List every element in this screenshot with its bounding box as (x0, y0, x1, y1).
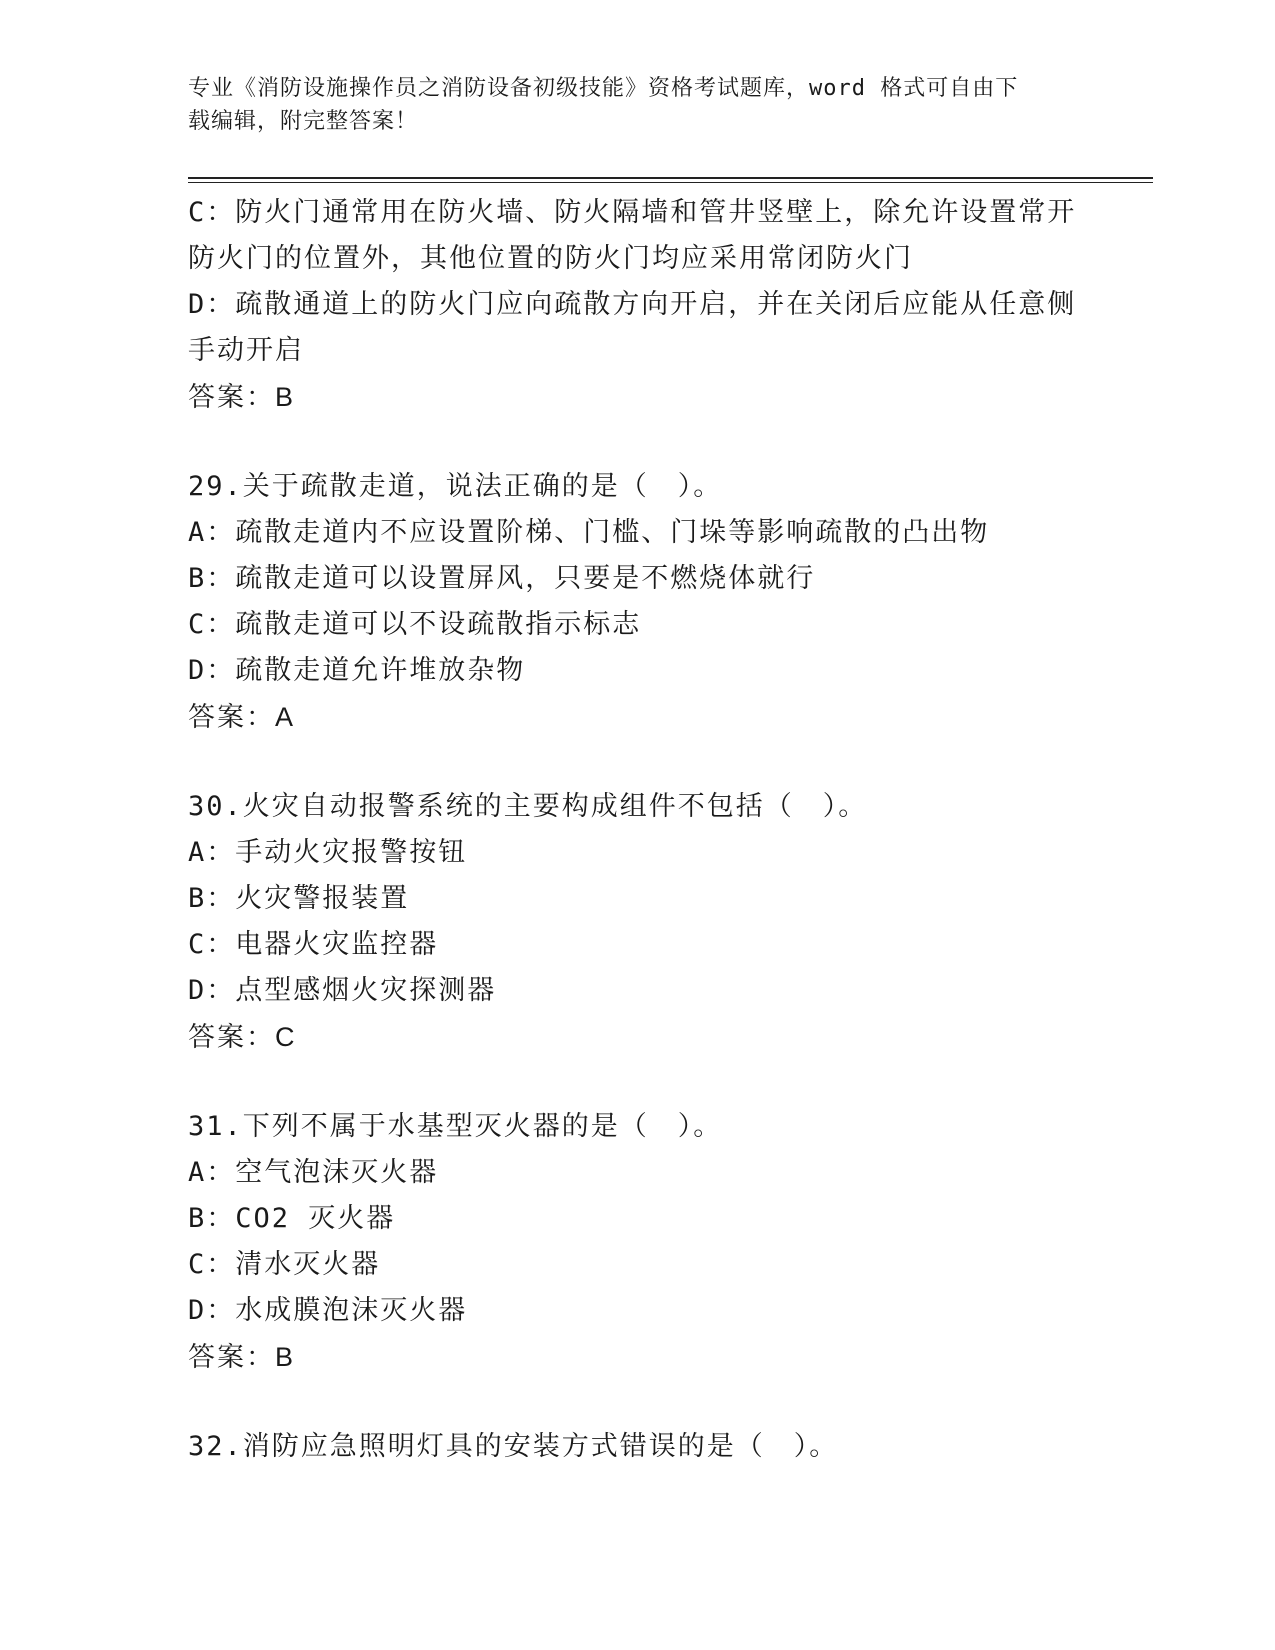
header-line-1: 专业《消防设施操作员之消防设备初级技能》资格考试题库，word 格式可自由下 (188, 76, 1019, 101)
option-c: C：清水灭火器 (188, 1249, 381, 1280)
option-d: D：疏散通道上的防火门应向疏散方向开启，并在关闭后应能从任意侧 (188, 289, 1077, 320)
option-b: B：CO2 灭火器 (188, 1203, 396, 1234)
question-30 (188, 784, 1148, 1060)
option-d: D：点型感烟火灾探测器 (188, 975, 497, 1006)
header-divider-thin (188, 182, 1153, 183)
option-c: C：疏散走道可以不设疏散指示标志 (188, 609, 642, 640)
answer: 答案：A (188, 702, 296, 732)
answer: 答案：B (188, 382, 296, 412)
question-28-continued (188, 190, 1148, 420)
option-c: C：防火门通常用在防火墙、防火隔墙和管井竖壁上，除允许设置常开 (188, 197, 1077, 228)
option-a: A：疏散走道内不应设置阶梯、门槛、门垛等影响疏散的凸出物 (188, 517, 990, 548)
spacer (188, 420, 1148, 464)
question-stem: 29.关于疏散走道，说法正确的是（ ）。 (188, 471, 723, 502)
document-header (188, 72, 1068, 138)
question-stem: 30.火灾自动报警系统的主要构成组件不包括（ ）。 (188, 791, 868, 822)
question-stem: 31.下列不属于水基型灭火器的是（ ）。 (188, 1111, 723, 1142)
option-b: B：火灾警报装置 (188, 883, 410, 914)
option-d: D：疏散走道允许堆放杂物 (188, 655, 526, 686)
answer: 答案：C (188, 1022, 297, 1052)
option-c: C：电器火灾监控器 (188, 929, 439, 960)
option-b: B：疏散走道可以设置屏风，只要是不燃烧体就行 (188, 563, 816, 594)
question-32 (188, 1424, 1148, 1470)
option-d: D：水成膜泡沫灭火器 (188, 1295, 468, 1326)
question-29 (188, 464, 1148, 740)
option-d-continued: 手动开启 (188, 335, 304, 366)
answer: 答案：B (188, 1342, 296, 1372)
question-stem: 32.消防应急照明灯具的安装方式错误的是（ ）。 (188, 1431, 839, 1462)
option-c-continued: 防火门的位置外，其他位置的防火门均应采用常闭防火门 (188, 243, 913, 274)
document-body (188, 190, 1148, 1470)
header-divider-thick (188, 177, 1153, 179)
spacer (188, 1060, 1148, 1104)
spacer (188, 740, 1148, 784)
spacer (188, 1380, 1148, 1424)
option-a: A：空气泡沫灭火器 (188, 1157, 439, 1188)
header-line-2: 载编辑，附完整答案！ (188, 109, 419, 134)
option-a: A：手动火灾报警按钮 (188, 837, 468, 868)
question-31 (188, 1104, 1148, 1380)
